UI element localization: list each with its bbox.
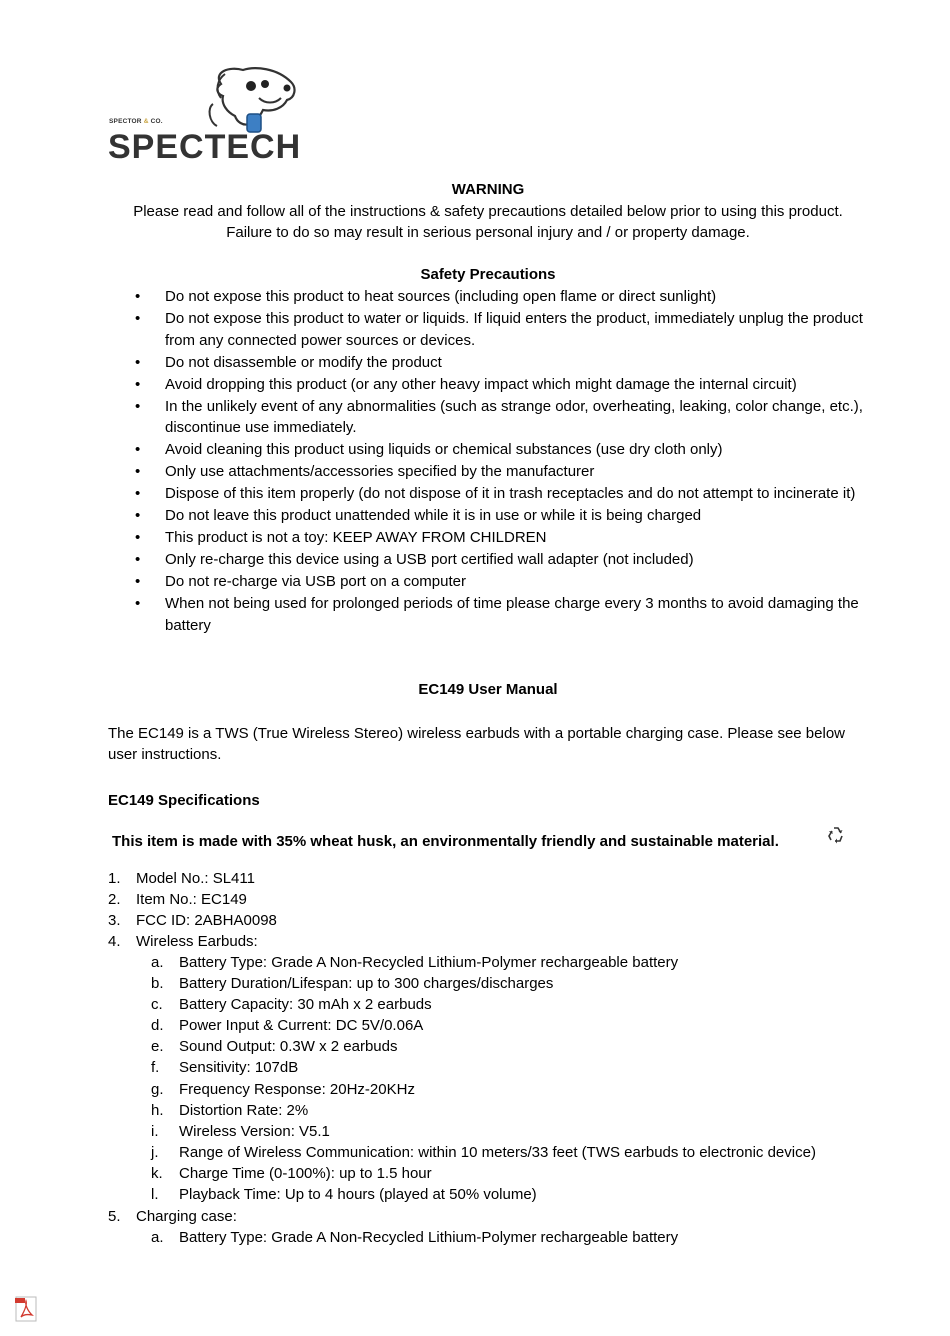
list-item (108, 931, 868, 952)
list-text: Playback Time: Up to 4 hours (played at 50% volume) (179, 1186, 537, 1204)
list-item (151, 1121, 871, 1142)
warning-line-2: Failure to do so may result in serious personal injury and / or property damage. (226, 224, 750, 241)
safety-item: • Do not expose this product to water or liquids. If liquid enters the product, immediately unplug the product from any connected power sources or devices. (135, 308, 875, 351)
safety-item: • Do not leave this product unattended while it is in use or while it is being charged (135, 505, 875, 527)
warning-line-1: Please read and follow all of the instructions & safety precautions detailed below prior to using this product. (133, 203, 843, 220)
list-text: Item No.: EC149 (136, 891, 247, 909)
warning-title: WARNING (451, 181, 525, 198)
list-item (151, 952, 871, 973)
material-note (112, 831, 832, 852)
list-letter: e. (151, 1038, 164, 1056)
material-note-text: This item is made with 35% wheat husk, an environmentally friendly and sustainable material. (112, 833, 779, 850)
list-item (151, 1227, 871, 1248)
list-letter: j. (151, 1143, 159, 1161)
list-text: Charging case: (136, 1208, 237, 1225)
list-letter: g. (151, 1080, 164, 1098)
list-text: Distortion Rate: 2% (179, 1101, 309, 1119)
list-letter: l. (151, 1186, 159, 1204)
list-number: 5. (108, 1208, 121, 1225)
safety-item: • Only use attachments/accessories specified by the manufacturer (135, 461, 875, 483)
list-text: Battery Duration/Lifespan: up to 300 charges/discharges (179, 975, 554, 993)
list-letter: h. (151, 1101, 164, 1119)
logo-brand: SPECTECH (108, 128, 302, 166)
safety-item: • In the unlikely event of any abnormalities (such as strange odor, overheating, leaking, color change, etc.), discontinue use immediately. (135, 396, 875, 439)
earbuds-sublist (151, 952, 871, 1205)
specs-list (108, 868, 868, 952)
list-item (151, 1184, 871, 1205)
list-item (151, 1079, 871, 1100)
case-list (108, 1206, 868, 1227)
safety-item: • Do not re-charge via USB port on a computer (135, 571, 875, 593)
list-item (151, 1015, 871, 1036)
list-text: Power Input & Current: DC 5V/0.06A (179, 1017, 424, 1035)
list-text: Sensitivity: 107dB (179, 1059, 299, 1077)
case-sublist (151, 1227, 871, 1248)
safety-item: • Avoid dropping this product (or any other heavy impact which might damage the internal circuit) (135, 374, 875, 396)
spectech-logo (108, 64, 303, 166)
list-number: 2. (108, 891, 121, 909)
safety-item: • Do not expose this product to heat sources (including open flame or direct sunlight) (135, 286, 875, 308)
safety-title: Safety Precautions (420, 266, 556, 283)
list-number: 4. (108, 933, 121, 951)
manual-intro: The EC149 is a TWS (True Wireless Stereo) wireless earbuds with a portable charging case. Please see below user instructions. (108, 725, 845, 763)
list-text: Charge Time (0-100%): up to 1.5 hour (179, 1164, 432, 1182)
list-text: Battery Type: Grade A Non-Recycled Lithium-Polymer rechargeable battery (179, 1229, 679, 1246)
logo-tagline: SPECTOR & CO. (109, 118, 163, 125)
list-item (151, 973, 871, 994)
specs-title: EC149 Specifications (108, 792, 260, 809)
list-text: Wireless Version: V5.1 (179, 1122, 330, 1140)
list-item (108, 889, 868, 910)
list-item (151, 1036, 871, 1057)
list-item (151, 1163, 871, 1184)
list-text: Wireless Earbuds: (136, 933, 258, 951)
safety-item: • This product is not a toy: KEEP AWAY FROM CHILDREN (135, 527, 875, 549)
safety-item: • Only re-charge this device using a USB port certified wall adapter (not included) (135, 549, 875, 571)
list-item (151, 1100, 871, 1121)
list-letter: d. (151, 1017, 164, 1035)
recycle-icon (826, 825, 846, 845)
dog-mascot-icon (203, 64, 303, 136)
list-letter: a. (151, 1229, 164, 1246)
safety-item: • When not being used for prolonged periods of time please charge every 3 months to avoid damaging the battery (135, 593, 875, 636)
safety-item: • Dispose of this item properly (do not dispose of it in trash receptacles and do not attempt to incinerate it) (135, 483, 875, 505)
safety-item: • Do not disassemble or modify the product (135, 352, 875, 374)
list-number: 3. (108, 912, 121, 930)
safety-list (135, 286, 875, 637)
list-text: FCC ID: 2ABHA0098 (136, 912, 277, 930)
list-text: Battery Type: Grade A Non-Recycled Lithium-Polymer rechargeable battery (179, 954, 679, 971)
list-number: 1. (108, 870, 121, 887)
list-item (108, 1206, 868, 1227)
list-item (151, 1057, 871, 1078)
safety-item: • Avoid cleaning this product using liquids or chemical substances (use dry cloth only) (135, 439, 875, 461)
list-item (108, 910, 868, 931)
list-item (151, 1142, 871, 1163)
list-text: Sound Output: 0.3W x 2 earbuds (179, 1038, 398, 1056)
list-text: Range of Wireless Communication: within 10 meters/33 feet (TWS earbuds to electronic device) (179, 1143, 816, 1161)
list-text: Model No.: SL411 (136, 870, 255, 887)
list-text: Frequency Response: 20Hz-20KHz (179, 1080, 415, 1098)
list-letter: b. (151, 975, 164, 993)
list-text: Battery Capacity: 30 mAh x 2 earbuds (179, 996, 432, 1014)
pdf-icon (15, 1296, 37, 1322)
list-item (151, 994, 871, 1015)
list-letter: a. (151, 954, 164, 971)
list-letter: k. (151, 1164, 163, 1182)
list-letter: i. (151, 1122, 159, 1140)
manual-title: EC149 User Manual (418, 681, 558, 698)
list-letter: c. (151, 996, 163, 1014)
list-item (108, 868, 868, 889)
list-letter: f. (151, 1059, 160, 1077)
